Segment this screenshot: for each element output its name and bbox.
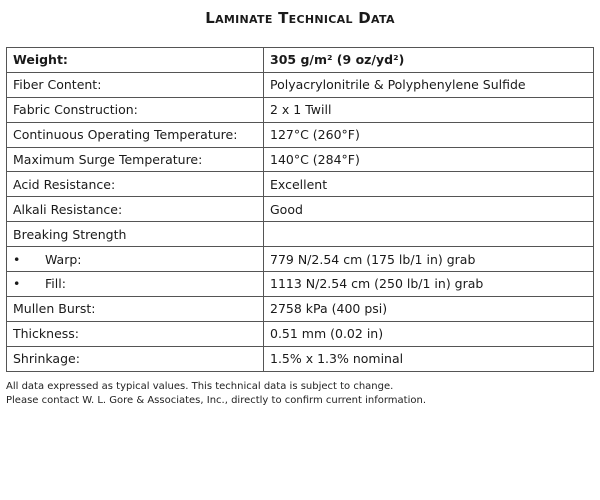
row-value: Excellent: [264, 172, 594, 197]
table-row-fabric-construction: [7, 97, 594, 122]
table-row-fill: [7, 272, 594, 297]
table-row-acid-resistance: [7, 172, 594, 197]
row-value: 0.51 mm (0.02 in): [264, 321, 594, 346]
footnote: [6, 380, 594, 408]
technical-data-table: [6, 47, 594, 372]
table-row-warp: [7, 247, 594, 272]
row-value: 2758 kPa (400 psi): [264, 296, 594, 321]
row-value: 2 x 1 Twill: [264, 97, 594, 122]
table-row-shrinkage: [7, 346, 594, 371]
table-row-breaking-strength: [7, 222, 594, 247]
footnote-line-1: All data expressed as typical values. This technical data is subject to change.: [6, 381, 394, 392]
row-label: Warp:: [45, 251, 82, 267]
table-row-thickness: [7, 321, 594, 346]
row-value: 305 g/m² (9 oz/yd²): [264, 48, 594, 73]
row-value: 127°C (260°F): [264, 122, 594, 147]
page-title: Laminate Technical Data: [205, 9, 395, 27]
row-value: 779 N/2.54 cm (175 lb/1 in) grab: [264, 247, 594, 272]
bullet-icon: •: [13, 276, 21, 292]
row-label: Continuous Operating Temperature:: [7, 122, 264, 147]
bullet-icon: •: [13, 251, 21, 267]
row-value: 140°C (284°F): [264, 147, 594, 172]
table-row-alkali-resistance: [7, 197, 594, 222]
row-value: [264, 222, 594, 247]
row-label: Acid Resistance:: [7, 172, 264, 197]
row-value: Polyacrylonitrile & Polyphenylene Sulfide: [264, 72, 594, 97]
row-label: Shrinkage:: [7, 346, 264, 371]
table-row-mullen-burst: [7, 296, 594, 321]
table-row-weight: [7, 48, 594, 73]
row-value: 1.5% x 1.3% nominal: [264, 346, 594, 371]
row-label: Fiber Content:: [7, 72, 264, 97]
row-label: Alkali Resistance:: [7, 197, 264, 222]
row-label: Weight:: [7, 48, 264, 73]
row-label-cell: [7, 272, 264, 297]
row-label: Mullen Burst:: [7, 296, 264, 321]
row-label: Fill:: [45, 276, 66, 292]
row-value: 1113 N/2.54 cm (250 lb/1 in) grab: [264, 272, 594, 297]
row-label: Maximum Surge Temperature:: [7, 147, 264, 172]
row-label-cell: [7, 247, 264, 272]
table-row-continuous-operating-temperature: [7, 122, 594, 147]
row-label: Fabric Construction:: [7, 97, 264, 122]
footnote-line-2: Please contact W. L. Gore & Associates, Inc., directly to confirm current information.: [6, 395, 427, 406]
table-row-fiber-content: [7, 72, 594, 97]
table-row-maximum-surge-temperature: [7, 147, 594, 172]
row-value: Good: [264, 197, 594, 222]
row-label: Breaking Strength: [7, 222, 264, 247]
row-label: Thickness:: [7, 321, 264, 346]
